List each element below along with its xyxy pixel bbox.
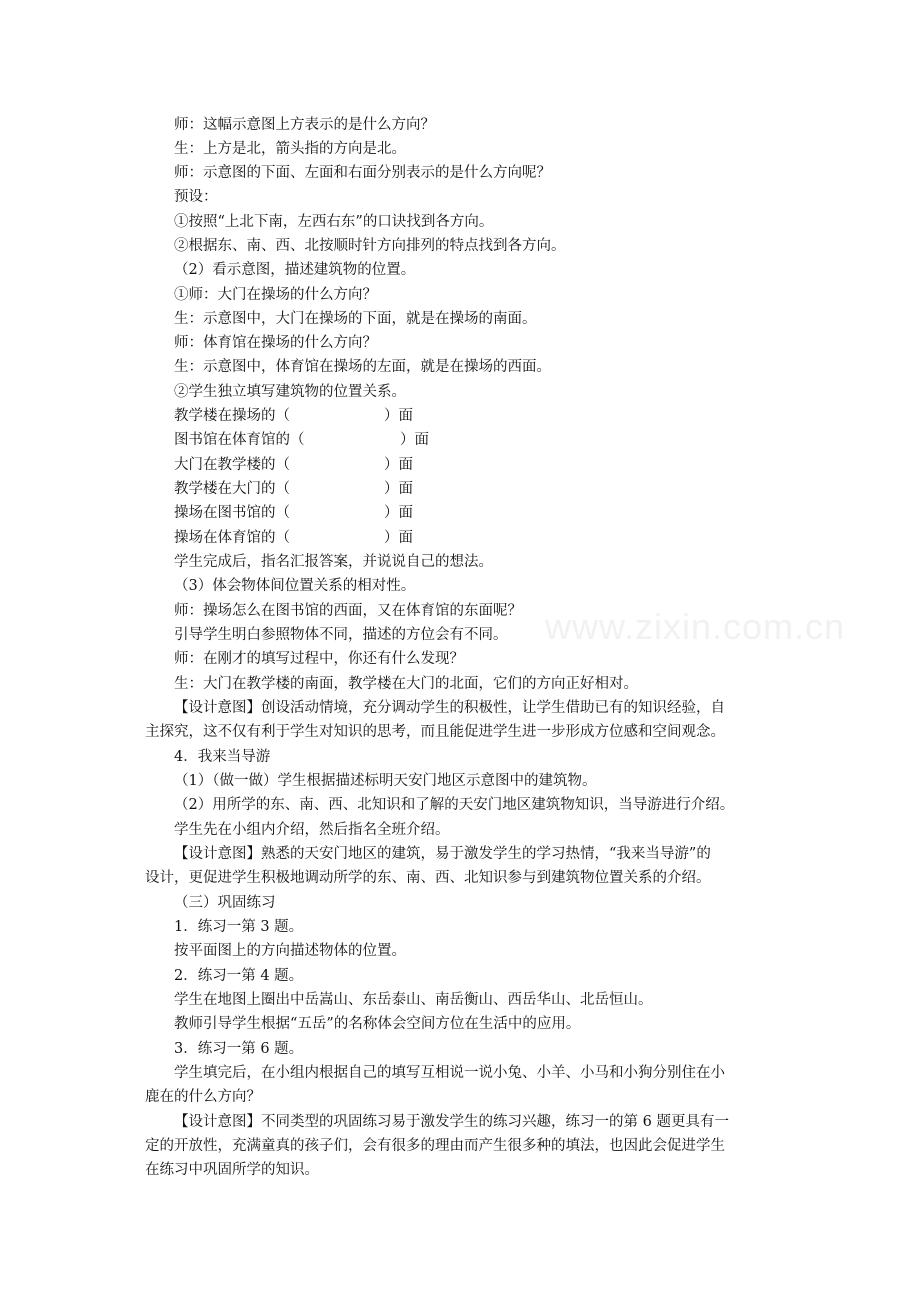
text-line: 生：示意图中，大门在操场的下面，就是在操场的南面。 bbox=[174, 311, 537, 327]
text-line: 学生在地图上圈出中岳嵩山、东岳泰山、南岳衡山、西岳华山、北岳恒山。 bbox=[174, 992, 653, 1008]
fill-prefix: 教学楼在大门的（ bbox=[174, 481, 290, 497]
fill-suffix: ）面 bbox=[384, 505, 413, 521]
text-line: ①按照“上北下南，左西右东”的口诀找到各方向。 bbox=[174, 214, 494, 230]
text-line: （2）用所学的东、南、西、北知识和了解的天安门地区建筑物知识，当导游进行介绍。 bbox=[174, 797, 735, 813]
text-line: 学生先在小组内介绍，然后指名全班介绍。 bbox=[174, 822, 450, 838]
text-line: 师：这幅示意图上方表示的是什么方向？ bbox=[174, 117, 435, 133]
text-line: 引导学生明白参照物体不同，描述的方位会有不同。 bbox=[174, 627, 508, 643]
text-line: 师：操场怎么在图书馆的西面，又在体育馆的东面呢？ bbox=[174, 603, 522, 619]
text-line: 学生完成后，指名汇报答案，并说说自己的想法。 bbox=[174, 554, 493, 570]
text-line: 师：示意图的下面、左面和右面分别表示的是什么方向呢？ bbox=[174, 165, 551, 181]
text-line: ②根据东、南、西、北按顺时针方向排列的特点找到各方向。 bbox=[174, 238, 566, 254]
text-line: 学生填完后，在小组内根据自己的填写互相说一说小兔、小羊、小马和小狗分别住在小 bbox=[174, 1065, 725, 1081]
design-intent-line: 【设计意图】不同类型的巩固练习易于激发学生的练习兴趣，练习一的第 6 题更具有一 bbox=[174, 1114, 729, 1130]
fill-suffix: ）面 bbox=[384, 457, 413, 473]
text-line: （3）体会物体间位置关系的相对性。 bbox=[174, 578, 416, 594]
watermark: www.zixin.com.cn bbox=[545, 606, 846, 647]
section-heading: 4．我来当导游 bbox=[174, 749, 271, 765]
fill-suffix: ）面 bbox=[384, 408, 413, 424]
fill-prefix: 图书馆在体育馆的（ bbox=[174, 432, 305, 448]
text-line: 2．练习一第 4 题。 bbox=[174, 968, 304, 984]
fill-prefix: 教学楼在操场的（ bbox=[174, 408, 290, 424]
text-line: 在练习中巩固所学的知识。 bbox=[145, 1162, 319, 1178]
text-line: 主探究，这不仅有利于学生对知识的思考，而且能促进学生进一步形成方位感和空间观念。 bbox=[145, 724, 725, 740]
text-line: 1．练习一第 3 题。 bbox=[174, 919, 304, 935]
fill-prefix: 操场在体育馆的（ bbox=[174, 530, 290, 546]
text-line: 3．练习一第 6 题。 bbox=[174, 1041, 304, 1057]
text-line: 师：在刚才的填写过程中，你还有什么发现？ bbox=[174, 651, 464, 667]
text-line: 师：体育馆在操场的什么方向？ bbox=[174, 335, 377, 351]
text-line: （1）（做一做）学生根据描述标明天安门地区示意图中的建筑物。 bbox=[174, 773, 597, 789]
text-line: 按平面图上的方向描述物体的位置。 bbox=[174, 943, 406, 959]
design-intent-line: 【设计意图】熟悉的天安门地区的建筑，易于激发学生的学习热情，“我来当导游”的 bbox=[174, 846, 711, 862]
design-intent-line: 【设计意图】创设活动情境，充分调动学生的积极性，让学生借助已有的知识经验，自 bbox=[174, 700, 725, 716]
text-line: 鹿在的什么方向？ bbox=[145, 1089, 261, 1105]
text-line: （2）看示意图，描述建筑物的位置。 bbox=[174, 262, 416, 278]
text-line: ②学生独立填写建筑物的位置关系。 bbox=[174, 384, 406, 400]
fill-suffix: ）面 bbox=[384, 481, 413, 497]
section-heading: （三）巩固练习 bbox=[174, 895, 276, 911]
text-line: 设计，更促进学生积极地调动所学的东、南、西、北知识参与到建筑物位置关系的介绍。 bbox=[145, 870, 711, 886]
text-line: 预设： bbox=[174, 189, 218, 205]
text-line: 定的开放性，充满童真的孩子们，会有很多的理由而产生很多种的填法，也因此会促进学生 bbox=[145, 1138, 725, 1154]
fill-prefix: 大门在教学楼的（ bbox=[174, 457, 290, 473]
text-line: 生：大门在教学楼的南面，教学楼在大门的北面，它们的方向正好相对。 bbox=[174, 676, 638, 692]
text-line: 生：上方是北，箭头指的方向是北。 bbox=[174, 141, 406, 157]
fill-suffix: ）面 bbox=[384, 530, 413, 546]
fill-prefix: 操场在图书馆的（ bbox=[174, 505, 290, 521]
text-line: ①师：大门在操场的什么方向？ bbox=[174, 287, 377, 303]
text-line: 生：示意图中，体育馆在操场的左面，就是在操场的西面。 bbox=[174, 359, 551, 375]
text-line: 教师引导学生根据“五岳”的名称体会空间方位在生活中的应用。 bbox=[174, 1016, 581, 1032]
fill-suffix: ）面 bbox=[400, 432, 429, 448]
